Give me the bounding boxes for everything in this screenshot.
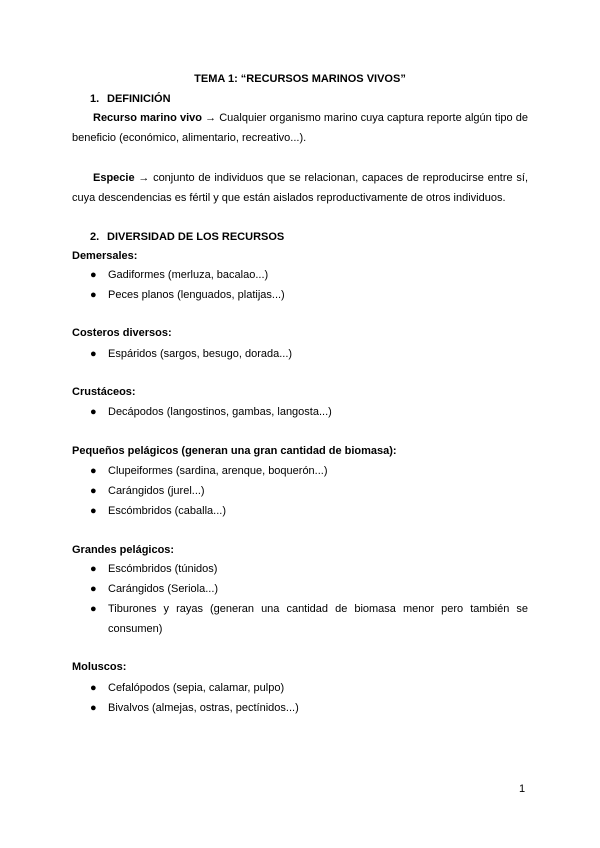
definition-term: Especie bbox=[93, 172, 135, 184]
list-item: ● Tiburones y rayas (generan una cantidad de biomasa menor pero también se consumen) bbox=[90, 599, 528, 639]
definition-paragraph-recurso bbox=[72, 108, 528, 148]
section-heading-definicion bbox=[90, 93, 171, 105]
bullet-icon: ● bbox=[90, 406, 97, 418]
bullet-icon: ● bbox=[90, 269, 97, 281]
list-item: ● Bivalvos (almejas, ostras, pectínidos...) bbox=[90, 698, 528, 718]
category-heading-costeros: Costeros diversos: bbox=[72, 327, 172, 339]
bullet-icon: ● bbox=[90, 505, 97, 517]
section-heading-diversidad bbox=[90, 231, 284, 243]
category-heading-pequenos-pelagicos: Pequeños pelágicos (generan una gran cantidad de biomasa): bbox=[72, 445, 397, 457]
page-number: 1 bbox=[519, 783, 526, 795]
bullet-icon: ● bbox=[90, 603, 97, 615]
bullet-icon: ● bbox=[90, 702, 97, 714]
list-item: ● Escómbridos (túnidos) bbox=[90, 559, 528, 579]
section-number: 2. bbox=[90, 231, 100, 243]
definition-text: → conjunto de individuos que se relacionan, capaces de reproducirse entre sí, cuya descendencias es fértil y que están aislados reproductivamente de otros individuos. bbox=[72, 172, 528, 204]
category-heading-crustaceos: Crustáceos: bbox=[72, 386, 136, 398]
bullet-icon: ● bbox=[90, 348, 97, 360]
bullet-icon: ● bbox=[90, 289, 97, 301]
section-title: DIVERSIDAD DE LOS RECURSOS bbox=[107, 231, 285, 243]
category-heading-moluscos: Moluscos: bbox=[72, 661, 127, 673]
document-title: TEMA 1: “RECURSOS MARINOS VIVOS” bbox=[194, 73, 406, 85]
bullet-icon: ● bbox=[90, 563, 97, 575]
category-heading-demersales: Demersales: bbox=[72, 250, 138, 262]
definition-term: Recurso marino vivo bbox=[93, 112, 202, 124]
list-item: ● Carángidos (Seriola...) bbox=[90, 579, 528, 599]
list-item: ● Escómbridos (caballa...) bbox=[90, 501, 528, 521]
definition-text: → Cualquier organismo marino cuya captura reporte algún tipo de beneficio (económico, alimentario, recreativo...). bbox=[72, 112, 528, 144]
section-number: 1. bbox=[90, 93, 100, 105]
definition-paragraph-especie bbox=[72, 168, 528, 208]
list-item: ● Gadiformes (merluza, bacalao...) bbox=[90, 265, 528, 285]
bullet-icon: ● bbox=[90, 682, 97, 694]
bullet-icon: ● bbox=[90, 583, 97, 595]
list-item: ● Cefalópodos (sepia, calamar, pulpo) bbox=[90, 678, 528, 698]
list-item: ● Clupeiformes (sardina, arenque, boquerón...) bbox=[90, 461, 528, 481]
section-title: DEFINICIÓN bbox=[107, 93, 171, 105]
bullet-icon: ● bbox=[90, 485, 97, 497]
list-item: ● Peces planos (lenguados, platijas...) bbox=[90, 285, 528, 305]
list-item: ● Decápodos (langostinos, gambas, langosta...) bbox=[90, 402, 528, 422]
category-heading-grandes-pelagicos: Grandes pelágicos: bbox=[72, 544, 175, 556]
list-item: ● Carángidos (jurel...) bbox=[90, 481, 528, 501]
bullet-icon: ● bbox=[90, 465, 97, 477]
list-item: ● Espáridos (sargos, besugo, dorada...) bbox=[90, 344, 528, 364]
